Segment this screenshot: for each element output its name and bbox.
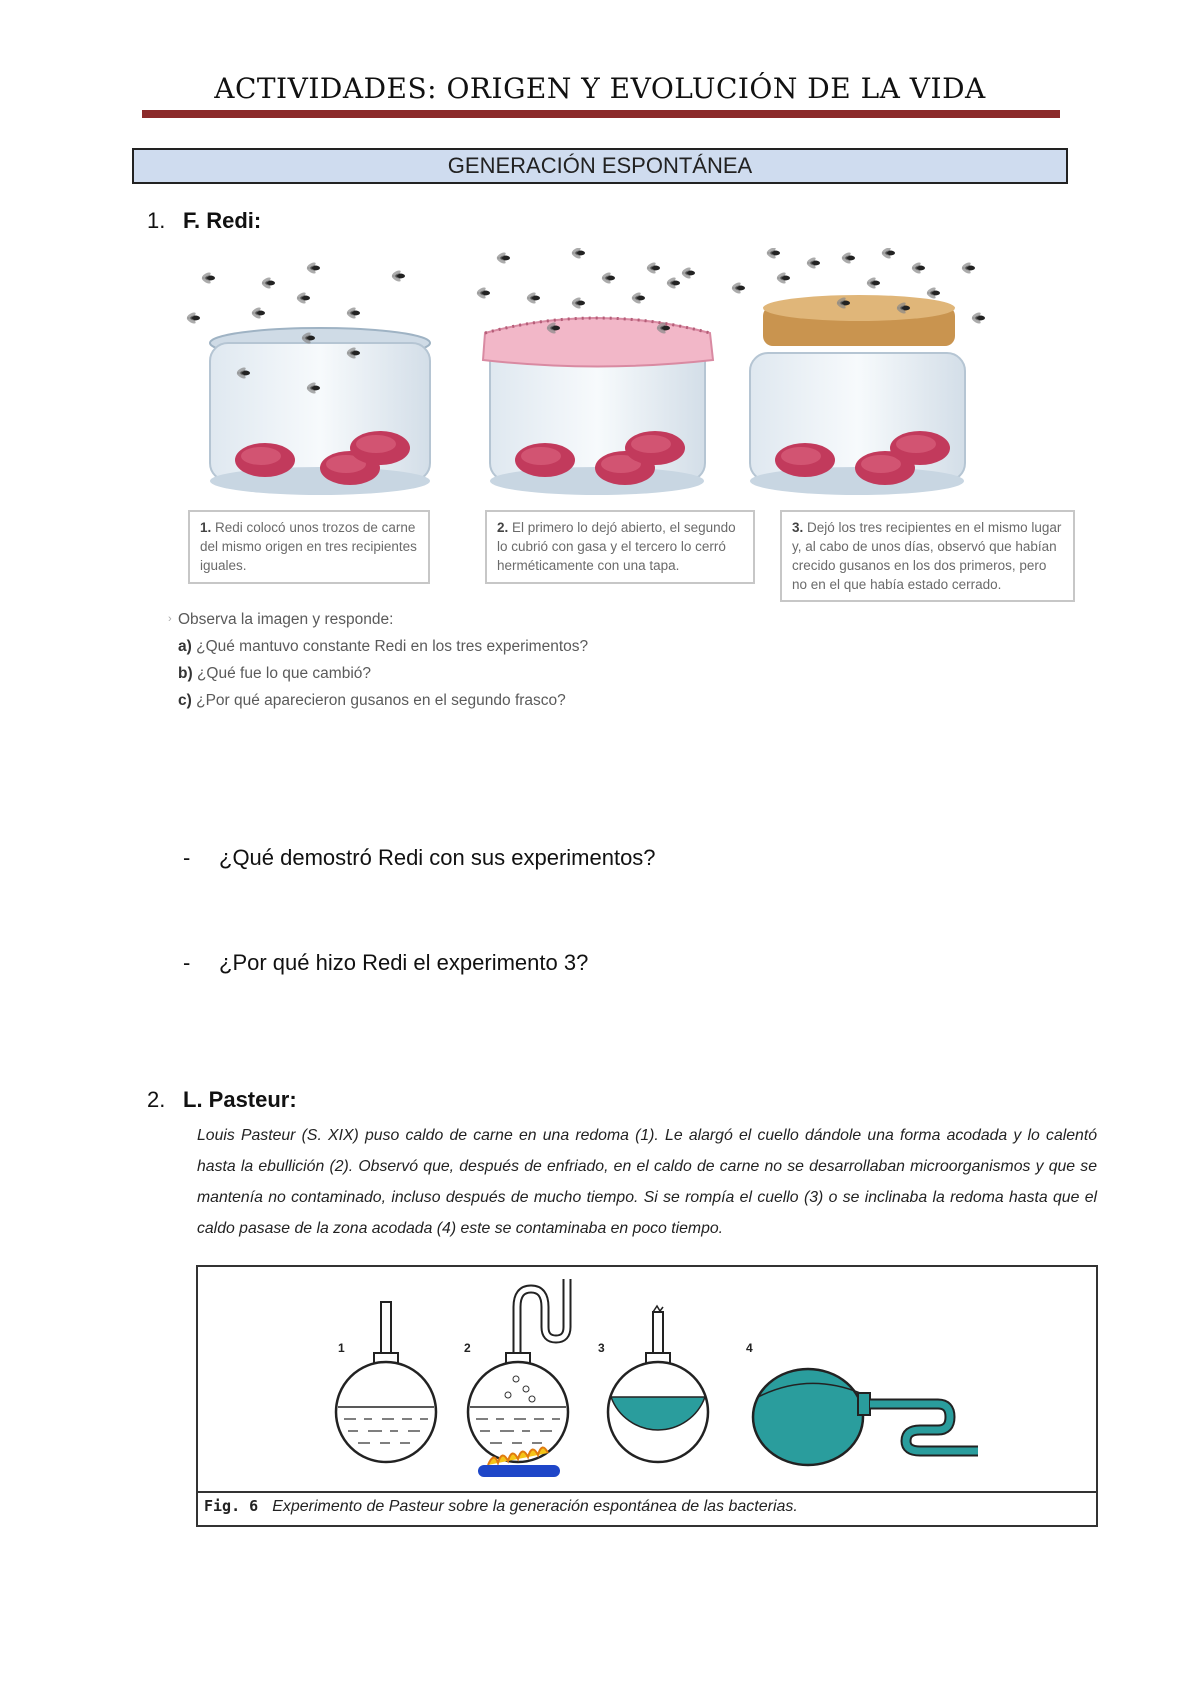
question-text: ¿Por qué hizo Redi el experimento 3?	[219, 950, 589, 975]
section-heading: GENERACIÓN ESPONTÁNEA	[132, 148, 1068, 184]
caption-number: 3.	[792, 520, 804, 535]
question-label: L. Pasteur:	[183, 1087, 297, 1112]
flask-label-4: 4	[746, 1341, 753, 1355]
question-number: 2.	[147, 1087, 166, 1112]
observe-intro: Observa la imagen y responde:	[178, 611, 394, 628]
question-text: ¿Qué demostró Redi con sus experimentos?	[219, 845, 656, 870]
caption-number: 1.	[200, 520, 212, 535]
page-title: ACTIVIDADES: ORIGEN Y EVOLUCIÓN DE LA VIDA	[214, 72, 986, 105]
title-divider	[142, 110, 1060, 118]
redi-question-demonstrated	[183, 845, 656, 871]
item-letter: a)	[178, 638, 192, 655]
question-label: F. Redi:	[183, 208, 262, 233]
item-letter: b)	[178, 665, 193, 682]
figure-caption	[204, 1497, 798, 1516]
question-1-heading	[147, 208, 261, 234]
flask-1	[336, 1302, 436, 1462]
flask-2	[464, 1279, 568, 1477]
item-text: ¿Qué mantuvo constante Redi en los tres experimentos?	[196, 638, 589, 655]
item-letter: c)	[178, 692, 192, 709]
jar-open	[210, 328, 430, 495]
flask-4	[746, 1341, 978, 1465]
redi-caption-3	[780, 510, 1075, 602]
flask-label-2: 2	[464, 1341, 471, 1355]
figure-caption-row	[198, 1491, 1096, 1525]
dash-marker: -	[183, 845, 191, 870]
jar-lid	[750, 295, 965, 495]
question-2-heading	[147, 1087, 297, 1113]
bullet-icon: ›	[168, 613, 172, 625]
caption-number: 2.	[497, 520, 509, 535]
flask-3	[598, 1306, 708, 1462]
question-number: 1.	[147, 208, 166, 233]
jar-gauze	[483, 318, 713, 495]
redi-caption-1	[188, 510, 430, 584]
item-text: ¿Qué fue lo que cambió?	[196, 665, 372, 682]
figure-caption-text: Experimento de Pasteur sobre la generación espontánea de las bacterias.	[272, 1498, 798, 1515]
flask-label-3: 3	[598, 1341, 605, 1355]
caption-text: El primero lo dejó abierto, el segundo lo cubrió con gasa y el tercero lo cerró herméticamente con una tapa.	[497, 520, 736, 573]
pasteur-flasks-illustration	[198, 1267, 1096, 1493]
flask-label-1: 1	[338, 1341, 345, 1355]
dash-marker: -	[183, 950, 191, 975]
observe-item-a	[178, 633, 878, 660]
redi-experiment-figure	[185, 248, 1075, 608]
observe-questions	[168, 606, 878, 714]
item-text: ¿Por qué aparecieron gusanos en el segundo frasco?	[196, 692, 566, 709]
pasteur-figure	[196, 1265, 1098, 1527]
figure-label: Fig. 6	[204, 1497, 259, 1515]
caption-text: Dejó los tres recipientes en el mismo lugar y, al cabo de unos días, observó que habían crecido gusanos en los dos primeros, pero no en el que había estado cerrado.	[792, 520, 1062, 592]
redi-question-experiment-3	[183, 950, 588, 976]
pasteur-paragraph: Louis Pasteur (S. XIX) puso caldo de carne en una redoma (1). Le alargó el cuello dándole una forma acodada y lo calentó hasta la ebullición (2). Observó que, después de enfriado, en el caldo de carne no se desarrollaban microorganismos y que se mantenía no contaminado, incluso después de mucho tiempo. Si se rompía el cuello (3) o se inclinaba la redoma hasta que el caldo pasase de la zona acodada (4) este se contaminaba en poco tiempo.	[197, 1127, 1097, 1237]
observe-item-b	[178, 660, 878, 687]
redi-jars-illustration	[185, 248, 1075, 508]
observe-item-c	[178, 687, 878, 714]
caption-text: Redi colocó unos trozos de carne del mismo origen en tres recipientes iguales.	[200, 520, 417, 573]
redi-caption-2	[485, 510, 755, 584]
